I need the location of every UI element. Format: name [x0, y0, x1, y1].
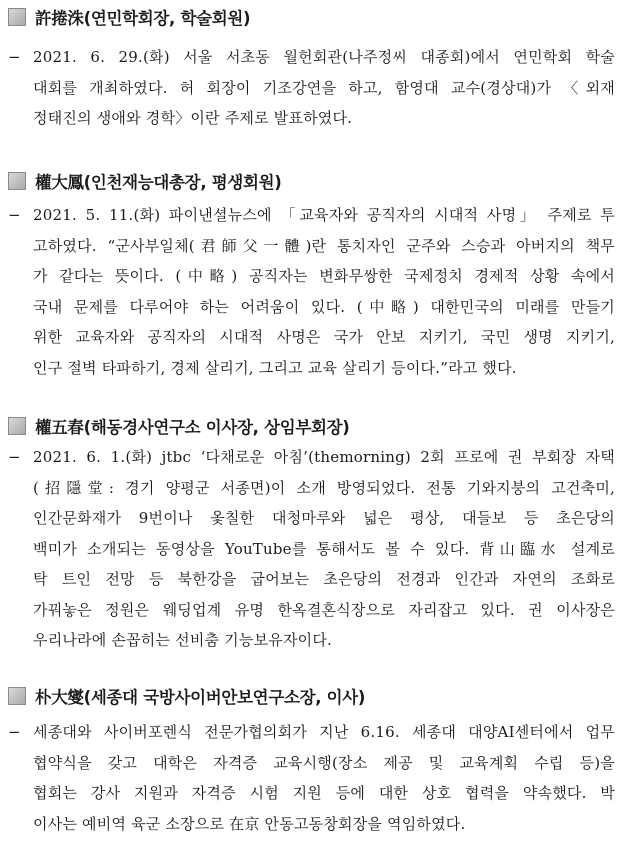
bullet-square-icon	[8, 417, 26, 435]
dash-bullet: −	[8, 48, 21, 66]
body-line: (招隱堂: 경기 양평군 서종면)이 소개 방영되었다. 전통 기와지붕의 고건축미,	[33, 478, 615, 497]
body-line: 이사는 예비역 육군 소장으로 在京 안동고동창회장을 역임하였다.	[33, 814, 466, 833]
dash-bullet: −	[8, 448, 21, 466]
entry-heading-text: 朴大燮(세종대 국방사이버안보연구소장, 이사)	[35, 688, 366, 707]
bullet-square-icon	[8, 8, 26, 26]
body-line: 2021. 6. 29.(화) 서울 서초동 월헌회관(나주정씨 대종회)에서 연민학회 학술	[33, 48, 615, 66]
bullet-square-icon	[8, 687, 26, 705]
entry-heading-text: 權五春(해동경사연구소 이사장, 상임부회장)	[35, 418, 350, 437]
body-line: 2021. 6. 1.(화) jtbc ‘다채로운 아침’(themorning) 2회 프로에 권 부회장 자택	[33, 448, 615, 466]
body-line: 인간문화재가 9번이나 옻칠한 대청마루와 넓은 평상, 대들보 등 초은당의	[33, 509, 615, 527]
entry-heading	[8, 685, 365, 707]
entry-heading-text: 許捲洙(연민학회장, 학술회원)	[35, 9, 251, 28]
body-line: 2021. 5. 11.(화) 파이낸셜뉴스에 「교육자와 공직자의 시대적 사명」 주제로 투	[33, 206, 615, 224]
entry-body	[33, 42, 615, 134]
entry-body	[33, 200, 615, 383]
body-line: 가꿔놓은 정원은 웨딩업계 유명 한옥결혼식장으로 자리잡고 있다. 권 이사장은	[33, 600, 615, 619]
dash-bullet: −	[8, 723, 21, 741]
entry-heading	[8, 415, 350, 437]
body-line: 탁 트인 전망 등 북한강을 굽어보는 초은당의 전경과 인간과 자연의 조화로	[33, 570, 615, 588]
body-line: 우리나라에 손꼽히는 선비춤 기능보유자이다.	[33, 631, 332, 649]
body-line: 대회를 개최하였다. 허 회장이 기조강연을 하고, 함영대 교수(경상대)가 〈외재	[33, 78, 615, 97]
bullet-square-icon	[8, 172, 26, 190]
body-line: 협회는 강사 지원과 자격증 시험 지원 등에 대한 상호 협력을 약속했다. 박	[33, 784, 615, 802]
entry-kwon-ochun	[0, 415, 631, 655]
body-line: 정태진의 생애와 경학〉이란 주제로 발표하였다.	[33, 109, 353, 127]
body-line: 협약식을 갖고 대학은 자격증 교육시행(장소 제공 및 교육계획 수립 등)을	[33, 753, 615, 772]
body-line: 인구 절벽 타파하기, 경제 살리기, 그리고 교육 살리기 등이다.”라고 했다.	[33, 358, 517, 377]
entry-body	[33, 717, 615, 839]
body-line: 위한 교육자와 공직자의 시대적 사명은 국가 안보 지키기, 국민 생명 지키기,	[33, 328, 615, 346]
entry-heading	[8, 170, 282, 192]
entry-heading	[8, 6, 250, 28]
entry-park-daeseop	[0, 685, 631, 845]
body-line: 가 같다는 뜻이다. (中略) 공직자는 변화무쌍한 국제정치 경제적 상황 속에서	[33, 267, 615, 285]
body-line: 백미가 소개되는 동영상을 YouTube를 통해서도 볼 수 있다. 背山臨水 설계로	[33, 539, 615, 558]
dash-bullet: −	[8, 206, 21, 224]
entry-hu-gwonsu	[0, 6, 631, 126]
entry-body	[33, 442, 615, 656]
body-line: 국내 문제를 다루어야 하는 어려움이 있다. (中略) 대한민국의 미래를 만들기	[33, 297, 615, 316]
entry-heading-text: 權大鳳(인천재능대총장, 평생회원)	[35, 173, 282, 192]
body-line: 고하였다. “군사부일체(君師父一體)란 통치자인 군주와 스승과 아버지의 책무	[33, 236, 615, 255]
entry-kwon-daebong	[0, 170, 631, 380]
body-line: 세종대와 사이버포렌식 전문가협의회가 지난 6.16. 세종대 대양AI센터에서 업무	[33, 723, 615, 741]
